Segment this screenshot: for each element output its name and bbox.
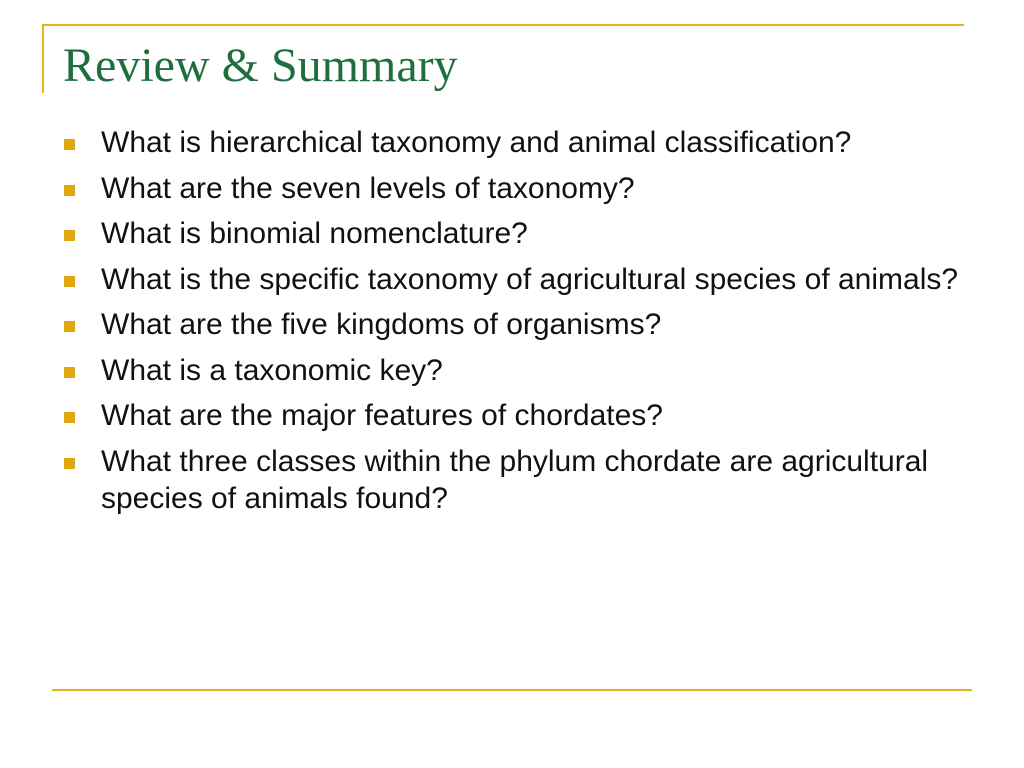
- top-accent-rule: [42, 24, 964, 26]
- bullet-text: What is a taxonomic key?: [101, 353, 443, 387]
- square-bullet-icon: [64, 412, 75, 423]
- bullet-text: What are the major features of chordates?: [101, 399, 663, 432]
- bullet-item: [0, 306, 981, 343]
- square-bullet-icon: [64, 276, 75, 287]
- square-bullet-icon: [64, 139, 75, 150]
- bullet-text: What is the specific taxonomy of agricultural species of animals?: [101, 262, 959, 296]
- bullet-text: What is hierarchical taxonomy and animal classification?: [101, 126, 852, 159]
- square-bullet-icon: [64, 321, 75, 332]
- bullet-item: [0, 215, 981, 252]
- bullet-item: [0, 124, 981, 161]
- bottom-accent-rule: [52, 689, 972, 691]
- square-bullet-icon: [64, 367, 75, 378]
- slide-title: Review & Summary: [63, 39, 458, 92]
- bullet-text: What is binomial nomenclature?: [101, 217, 528, 250]
- bullet-item: [0, 261, 981, 298]
- bullet-item: [0, 352, 981, 389]
- square-bullet-icon: [64, 230, 75, 241]
- square-bullet-icon: [64, 185, 75, 196]
- bullet-list: [0, 124, 1000, 525]
- bullet-text: What are the five kingdoms of organisms?: [101, 308, 662, 341]
- bullet-item: [0, 170, 981, 207]
- bullet-item: [0, 443, 981, 517]
- left-accent-rule: [42, 24, 44, 93]
- bullet-text: What three classes within the phylum chordate are agricultural species of animals found?: [101, 444, 929, 515]
- square-bullet-icon: [64, 458, 75, 469]
- bullet-item: [0, 397, 981, 434]
- bullet-text: What are the seven levels of taxonomy?: [101, 171, 635, 205]
